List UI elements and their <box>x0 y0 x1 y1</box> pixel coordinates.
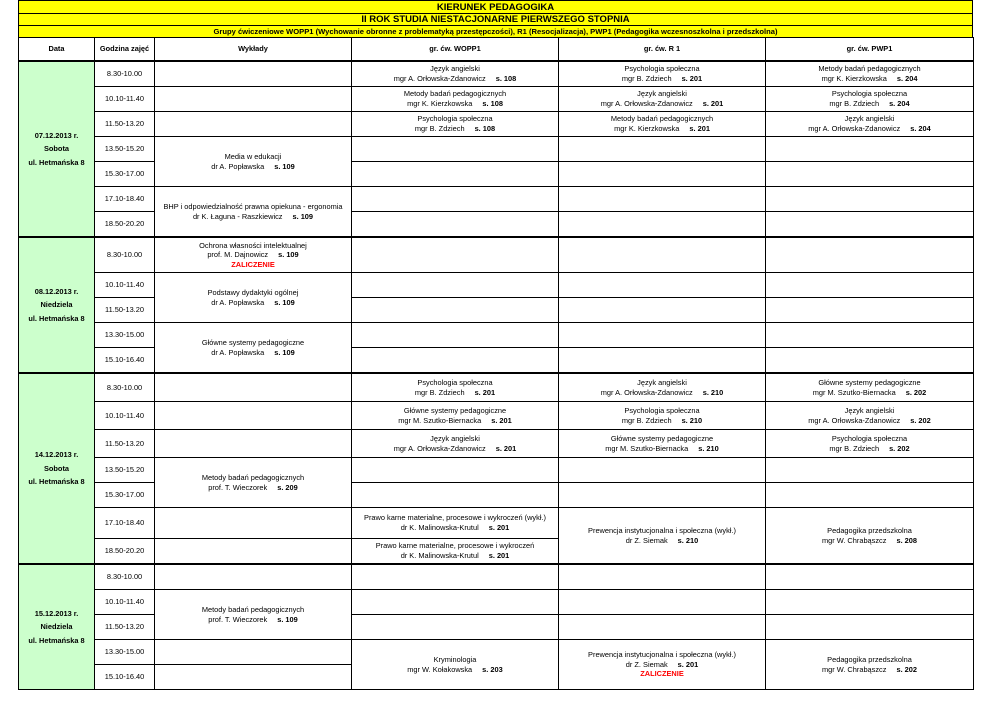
teacher-name: mgr A. Orłowska-Zdanowicz <box>808 415 901 425</box>
lecture-cell <box>155 187 352 238</box>
class-cell <box>559 640 766 690</box>
table-row <box>19 508 974 539</box>
class-cell <box>352 298 559 323</box>
class-cell <box>766 483 974 508</box>
lecture-title: Media w edukacji <box>224 151 282 161</box>
exam-note: ZALICZENIE <box>640 669 684 679</box>
weekday-label: Sobota <box>43 144 70 154</box>
weekday-label: Sobota <box>43 463 70 473</box>
class-cell <box>766 61 974 87</box>
class-cell <box>559 162 766 187</box>
teacher-name: dr Z. Siemak <box>625 659 668 669</box>
class-cell <box>559 458 766 483</box>
room-number: s. 108 <box>482 99 503 108</box>
room-number: s. 109 <box>274 161 295 171</box>
class-cell <box>766 430 974 458</box>
room-number: s. 109 <box>278 250 299 260</box>
table-row <box>19 402 974 430</box>
room-number: s. 208 <box>896 535 918 545</box>
class-cell <box>766 373 974 402</box>
date-label: 07.12.2013 r. <box>34 130 79 140</box>
teacher-name: mgr B. Zdziech <box>621 74 672 83</box>
time-cell: 8.30-10.00 <box>95 373 155 402</box>
teacher-name: dr K. Malinowska-Krutul <box>400 523 479 532</box>
col-header-wopp1: gr. ćw. WOPP1 <box>352 38 559 62</box>
room-number: s. 109 <box>274 297 295 307</box>
time-cell: 13.50-15.20 <box>95 458 155 483</box>
class-cell <box>559 137 766 162</box>
time-cell: 18.50-20.20 <box>95 539 155 565</box>
teacher-name: mgr M. Szutko-Biernacka <box>812 387 896 397</box>
class-cell <box>352 508 559 539</box>
room-number: s. 201 <box>488 523 510 532</box>
room-number: s. 210 <box>677 535 699 545</box>
lecture-cell <box>155 458 352 508</box>
room-number: s. 202 <box>896 664 918 674</box>
lecture-title: BHP i odpowiedzialność prawna opiekuna - ergonomia <box>163 201 343 211</box>
class-cell <box>559 273 766 298</box>
class-title: Pedagogika przedszkolna <box>827 654 912 664</box>
class-title: Metody badań pedagogicznych <box>818 64 921 74</box>
teacher-name: mgr K. Kierzkowska <box>614 124 680 133</box>
time-cell: 11.50-13.20 <box>95 615 155 640</box>
day-block <box>19 237 974 373</box>
class-title: Język angielski <box>430 64 480 74</box>
class-cell <box>766 112 974 137</box>
teacher-name: mgr A. Orłowska-Zdanowicz <box>600 387 693 397</box>
class-cell <box>352 483 559 508</box>
schedule-table <box>18 37 974 690</box>
class-cell <box>559 348 766 374</box>
time-cell: 15.30-17.00 <box>95 483 155 508</box>
class-cell <box>766 162 974 187</box>
class-title: Pedagogika przedszkolna <box>827 525 912 535</box>
teacher-name: mgr A. Orłowska-Zdanowicz <box>808 124 901 133</box>
table-row <box>19 373 974 402</box>
class-cell <box>559 323 766 348</box>
table-row <box>19 323 974 348</box>
room-number: s. 209 <box>277 482 298 492</box>
class-cell <box>352 87 559 112</box>
room-number: s. 109 <box>292 211 314 221</box>
lecture-cell <box>155 564 352 590</box>
room-number: s. 201 <box>474 387 496 397</box>
class-title: Główne systemy pedagogiczne <box>818 377 921 387</box>
place-label: ul. Hetmańska 8 <box>28 635 85 645</box>
col-header-r1: gr. ćw. R 1 <box>559 38 766 62</box>
class-cell <box>352 615 559 640</box>
teacher-name: prof. T. Wieczorek <box>208 482 268 492</box>
teacher-name: mgr B. Zdziech <box>414 387 465 397</box>
class-cell <box>559 483 766 508</box>
schedule-sheet <box>18 0 973 690</box>
teacher-name: dr A. Popławska <box>211 161 265 171</box>
class-title: Prawo karne materialne, procesowe i wykroczeń (wykł.) <box>364 513 546 523</box>
room-number: s. 108 <box>474 124 496 133</box>
time-cell: 10.10-11.40 <box>95 273 155 298</box>
class-cell <box>559 112 766 137</box>
class-cell <box>559 212 766 238</box>
time-cell: 15.10-16.40 <box>95 348 155 374</box>
teacher-name: mgr A. Orłowska-Zdanowicz <box>393 74 486 83</box>
lecture-title: Podstawy dydaktyki ogólnej <box>207 287 299 297</box>
class-cell <box>559 61 766 87</box>
lecture-cell <box>155 237 352 273</box>
lecture-cell <box>155 665 352 690</box>
study-title: II ROK STUDIA NIESTACJONARNE PIERWSZEGO STOPNIA <box>18 13 973 25</box>
teacher-name: mgr W. Chrabąszcz <box>821 664 887 674</box>
room-number: s. 210 <box>702 387 724 397</box>
time-cell: 8.30-10.00 <box>95 237 155 273</box>
time-cell: 8.30-10.00 <box>95 61 155 87</box>
table-row <box>19 187 974 212</box>
time-cell: 17.10-18.40 <box>95 187 155 212</box>
lecture-cell <box>155 137 352 187</box>
class-title: Język angielski <box>637 377 687 387</box>
table-row <box>19 137 974 162</box>
date-label: 14.12.2013 r. <box>34 450 79 460</box>
teacher-name: dr A. Popławska <box>211 347 265 357</box>
class-cell <box>766 87 974 112</box>
col-header-lectures: Wykłady <box>155 38 352 62</box>
room-number: s. 202 <box>910 415 931 425</box>
teacher-name: dr K. Malinowska-Krutul <box>400 551 479 560</box>
class-cell <box>352 348 559 374</box>
class-cell <box>352 187 559 212</box>
lecture-cell <box>155 61 352 87</box>
class-cell <box>766 187 974 212</box>
date-cell <box>19 564 95 690</box>
time-cell: 15.30-17.00 <box>95 162 155 187</box>
day-block <box>19 61 974 237</box>
teacher-name: mgr A. Orłowska-Zdanowicz <box>393 443 486 453</box>
teacher-name: mgr M. Szutko-Biernacka <box>605 443 689 453</box>
teacher-name: mgr B. Zdziech <box>414 124 465 133</box>
class-title: Kryminologia <box>433 654 477 664</box>
room-number: s. 210 <box>681 415 703 425</box>
class-cell <box>352 640 559 690</box>
lecture-cell <box>155 402 352 430</box>
class-cell <box>766 590 974 615</box>
class-cell <box>352 112 559 137</box>
table-row <box>19 458 974 483</box>
class-title: Język angielski <box>430 433 480 443</box>
time-cell: 13.50-15.20 <box>95 137 155 162</box>
class-cell <box>559 430 766 458</box>
room-number: s. 201 <box>677 659 699 669</box>
class-title: Język angielski <box>844 405 895 415</box>
class-cell <box>559 508 766 565</box>
lecture-cell <box>155 112 352 137</box>
date-cell <box>19 61 95 237</box>
table-header-row <box>19 38 974 62</box>
time-cell: 10.10-11.40 <box>95 402 155 430</box>
col-header-date: Data <box>19 38 95 62</box>
class-cell <box>352 212 559 238</box>
exam-note: ZALICZENIE <box>231 259 275 269</box>
class-title: Główne systemy pedagogiczne <box>403 405 507 415</box>
class-cell <box>352 61 559 87</box>
table-row <box>19 564 974 590</box>
groups-description: Grupy ćwiczeniowe WOPP1 (Wychowanie obronne z problematyką przestępczości), R1 (Resocjalizacja), PWP1 (Pedagogika wczesnoszkolna i przedszkolna) <box>18 25 973 37</box>
teacher-name: mgr B. Zdziech <box>829 443 880 453</box>
lecture-cell <box>155 273 352 323</box>
class-cell <box>766 212 974 238</box>
room-number: s. 201 <box>491 415 512 425</box>
col-header-time: Godzina zajęć <box>95 38 155 62</box>
teacher-name: dr A. Popławska <box>211 297 265 307</box>
class-title: Psychologia społeczna <box>831 89 908 99</box>
class-cell <box>352 458 559 483</box>
room-number: s. 201 <box>681 74 703 83</box>
date-cell <box>19 373 95 564</box>
class-cell <box>559 298 766 323</box>
class-cell <box>352 373 559 402</box>
class-cell <box>559 187 766 212</box>
class-cell <box>559 590 766 615</box>
class-cell <box>559 615 766 640</box>
time-cell: 13.30-15.00 <box>95 323 155 348</box>
class-cell <box>352 137 559 162</box>
teacher-name: mgr W. Kołakowska <box>407 664 473 674</box>
teacher-name: mgr W. Chrabąszcz <box>821 535 887 545</box>
class-title: Prewencja instytucjonalna i społeczna (wykł.) <box>588 650 736 660</box>
class-cell <box>766 458 974 483</box>
class-cell <box>352 323 559 348</box>
teacher-name: prof. M. Dajnowicz <box>207 250 269 260</box>
class-cell <box>352 539 559 565</box>
room-number: s. 201 <box>702 99 724 108</box>
time-cell: 18.50-20.20 <box>95 212 155 238</box>
class-cell <box>766 508 974 565</box>
col-header-pwp1: gr. ćw. PWP1 <box>766 38 974 62</box>
class-title: Prawo karne materialne, procesowe i wykroczeń <box>375 541 535 551</box>
table-row <box>19 273 974 298</box>
teacher-name: prof. T. Wieczorek <box>208 614 268 624</box>
place-label: ul. Hetmańska 8 <box>28 157 85 167</box>
room-number: s. 109 <box>274 347 295 357</box>
room-number: s. 109 <box>277 614 298 624</box>
teacher-name: mgr B. Zdziech <box>621 415 672 425</box>
place-label: ul. Hetmańska 8 <box>28 313 85 323</box>
time-cell: 11.50-13.20 <box>95 430 155 458</box>
table-row <box>19 590 974 615</box>
teacher-name: mgr K. Kierzkowska <box>407 99 473 108</box>
class-cell <box>766 615 974 640</box>
class-cell <box>766 402 974 430</box>
table-row <box>19 112 974 137</box>
lecture-title: Metody badań pedagogicznych <box>201 604 305 614</box>
date-label: 08.12.2013 r. <box>34 286 79 296</box>
class-cell <box>559 402 766 430</box>
class-cell <box>766 298 974 323</box>
room-number: s. 203 <box>482 664 503 674</box>
class-cell <box>352 237 559 273</box>
class-title: Psychologia społeczna <box>417 377 493 387</box>
lecture-cell <box>155 539 352 565</box>
date-cell <box>19 237 95 373</box>
teacher-name: mgr B. Zdziech <box>829 99 880 108</box>
lecture-cell <box>155 640 352 665</box>
class-title: Główne systemy pedagogiczne <box>610 433 714 443</box>
teacher-name: dr K. Łaguna - Raszkiewicz <box>192 211 283 221</box>
lecture-cell <box>155 373 352 402</box>
lecture-cell <box>155 87 352 112</box>
time-cell: 11.50-13.20 <box>95 112 155 137</box>
class-title: Prewencja instytucjonalna i społeczna (wykł.) <box>588 525 736 535</box>
table-row <box>19 87 974 112</box>
class-cell <box>559 237 766 273</box>
class-title: Psychologia społeczna <box>624 64 700 74</box>
table-row <box>19 237 974 273</box>
room-number: s. 108 <box>495 74 517 83</box>
class-cell <box>766 640 974 690</box>
class-cell <box>766 273 974 298</box>
table-row <box>19 640 974 665</box>
class-title: Psychologia społeczna <box>624 405 700 415</box>
room-number: s. 202 <box>905 387 927 397</box>
class-title: Język angielski <box>637 89 687 99</box>
class-cell <box>766 237 974 273</box>
class-cell <box>766 564 974 590</box>
time-cell: 15.10-16.40 <box>95 665 155 690</box>
lecture-title: Główne systemy pedagogiczne <box>201 337 305 347</box>
day-block <box>19 373 974 564</box>
faculty-title: KIERUNEK PEDAGOGIKA <box>18 0 973 13</box>
lecture-cell <box>155 508 352 539</box>
lecture-cell <box>155 430 352 458</box>
time-cell: 13.30-15.00 <box>95 640 155 665</box>
class-cell <box>559 564 766 590</box>
table-row <box>19 430 974 458</box>
teacher-name: mgr A. Orłowska-Zdanowicz <box>600 99 693 108</box>
table-row <box>19 61 974 87</box>
teacher-name: dr Z. Siemak <box>625 535 668 545</box>
class-cell <box>766 348 974 374</box>
room-number: s. 202 <box>889 443 910 453</box>
class-title: Psychologia społeczna <box>831 433 908 443</box>
class-cell <box>352 402 559 430</box>
lecture-title: Metody badań pedagogicznych <box>201 472 305 482</box>
class-cell <box>559 373 766 402</box>
room-number: s. 201 <box>488 551 510 560</box>
class-cell <box>352 564 559 590</box>
class-cell <box>559 87 766 112</box>
teacher-name: mgr K. Kierzkowska <box>821 74 887 83</box>
room-number: s. 204 <box>889 99 910 108</box>
class-cell <box>766 323 974 348</box>
weekday-label: Niedziela <box>40 622 73 632</box>
class-cell <box>766 137 974 162</box>
time-cell: 17.10-18.40 <box>95 508 155 539</box>
lecture-cell <box>155 323 352 374</box>
day-block <box>19 564 974 690</box>
teacher-name: mgr M. Szutko-Biernacka <box>398 415 482 425</box>
class-title: Psychologia społeczna <box>417 114 493 124</box>
class-cell <box>352 430 559 458</box>
room-number: s. 204 <box>896 74 918 83</box>
class-cell <box>352 273 559 298</box>
class-title: Metody badań pedagogicznych <box>610 114 714 124</box>
time-cell: 10.10-11.40 <box>95 87 155 112</box>
time-cell: 11.50-13.20 <box>95 298 155 323</box>
room-number: s. 210 <box>698 443 719 453</box>
place-label: ul. Hetmańska 8 <box>28 477 85 487</box>
time-cell: 10.10-11.40 <box>95 590 155 615</box>
time-cell: 8.30-10.00 <box>95 564 155 590</box>
weekday-label: Niedziela <box>40 300 73 310</box>
lecture-title: Ochrona własności intelektualnej <box>199 240 307 250</box>
class-cell <box>352 590 559 615</box>
date-label: 15.12.2013 r. <box>34 608 79 618</box>
room-number: s. 204 <box>910 124 931 133</box>
room-number: s. 201 <box>689 124 710 133</box>
room-number: s. 201 <box>495 443 517 453</box>
class-title: Metody badań pedagogicznych <box>403 89 507 99</box>
class-title: Język angielski <box>844 114 895 124</box>
class-cell <box>352 162 559 187</box>
lecture-cell <box>155 590 352 640</box>
